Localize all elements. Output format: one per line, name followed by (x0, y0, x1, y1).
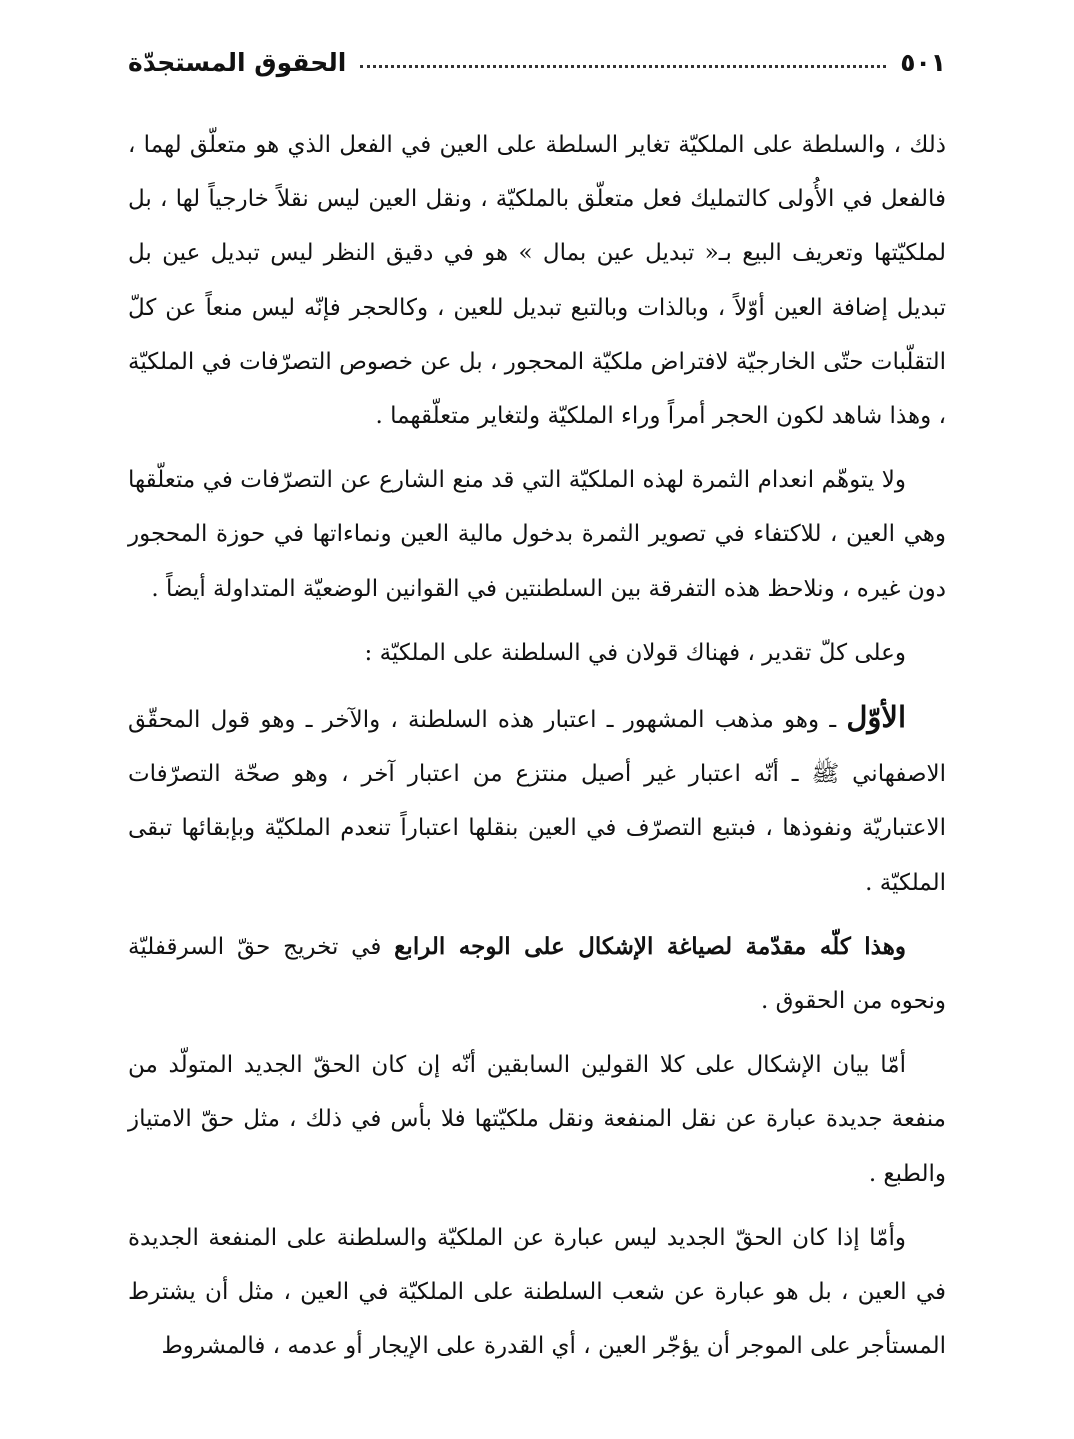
page-header (128, 40, 946, 84)
paragraph-text: ـ وهو مذهب المشهور ـ اعتبار هذه السلطنة ، والآخر ـ وهو قول المحقّق الاصفهاني ﷺ ـ أنّه اعتبار غير أصيل منتزع من اعتبار آخر ، وهو صحّة التصرّفات الاعتباريّة ونفوذها ، فبتبع التصرّف في العين بنقلها اعتباراً تنعدم الملكيّة وبإبقائها تبقى الملكيّة . (128, 707, 946, 896)
paragraph (128, 690, 946, 910)
paragraph-lead-bold: الأوّل (846, 700, 906, 735)
paragraph (128, 1211, 946, 1374)
page-number: ٥٠١ (900, 47, 946, 77)
paragraph-lead-bold: وهذا كلّه مقدّمة لصياغة الإشكال على الوجه الرابع (394, 932, 906, 960)
paragraph (128, 1038, 946, 1201)
paragraph (128, 626, 946, 680)
paragraph (128, 453, 946, 616)
paragraph (128, 920, 946, 1028)
paragraph (128, 118, 946, 443)
paragraph-text: وعلى كلّ تقدير ، فهناك قولان في السلطنة على الملكيّة : (364, 639, 906, 666)
paragraph-text: أمّا بيان الإشكال على كلا القولين السابقين أنّه إن كان الحقّ الجديد المتولّد من منفعة جديدة عبارة عن نقل المنفعة ونقل ملكيّتها فلا بأس في ذلك ، مثل حقّ الامتياز والطبع . (128, 1052, 946, 1187)
paragraph-text: في تخريج حقّ السرقفليّة ونحوه من الحقوق . (128, 933, 946, 1015)
body-text (128, 118, 946, 1383)
paragraph-text: وأمّا إذا كان الحقّ الجديد ليس عبارة عن الملكيّة والسلطنة على المنفعة الجديدة في العين ، بل هو عبارة عن شعب السلطنة على الملكيّة في العين ، مثل أن يشترط المستأجر على الموجر أن يؤجّر العين ، أي القدرة على الإيجار أو عدمه ، فالمشروط (128, 1224, 946, 1360)
paragraph-text: ولا يتوهّم انعدام الثمرة لهذه الملكيّة التي قد منع الشارع عن التصرّفات في متعلّقها وهي العين ، للاكتفاء في تصوير الثمرة بدخول مالية العين ونماءاتها في حوزة المحجور دون غيره ، ونلاحظ هذه التفرقة بين السلطنتين في القوانين الوضعيّة المتداولة أيضاً . (128, 467, 946, 602)
dotted-leader (360, 65, 886, 68)
running-title: الحقوق المستجدّة (128, 47, 347, 77)
paragraph-text: ذلك ، والسلطة على الملكيّة تغاير السلطة على العين في الفعل الذي هو متعلّق لهما ، فالفعل في الأُولى كالتمليك فعل متعلّق بالملكيّة ، ونقل العين ليس نقلاً خارجياً لها ، بل لملكيّتها وتعريف البيع بـ« تبديل عين بمال » هو في دقيق النظر ليس تبديل عين بل تبديل إضافة العين أوّلاً ، وبالذات وبالتبع تبديل للعين ، وكالحجر فإنّه ليس منعاً عن كلّ التقلّبات حتّى الخارجيّة لافتراض ملكيّة المحجور ، بل عن خصوص التصرّفات في الملكيّة ، وهذا شاهد لكون الحجر أمراً وراء الملكيّة ولتغاير متعلّقهما . (128, 132, 946, 430)
